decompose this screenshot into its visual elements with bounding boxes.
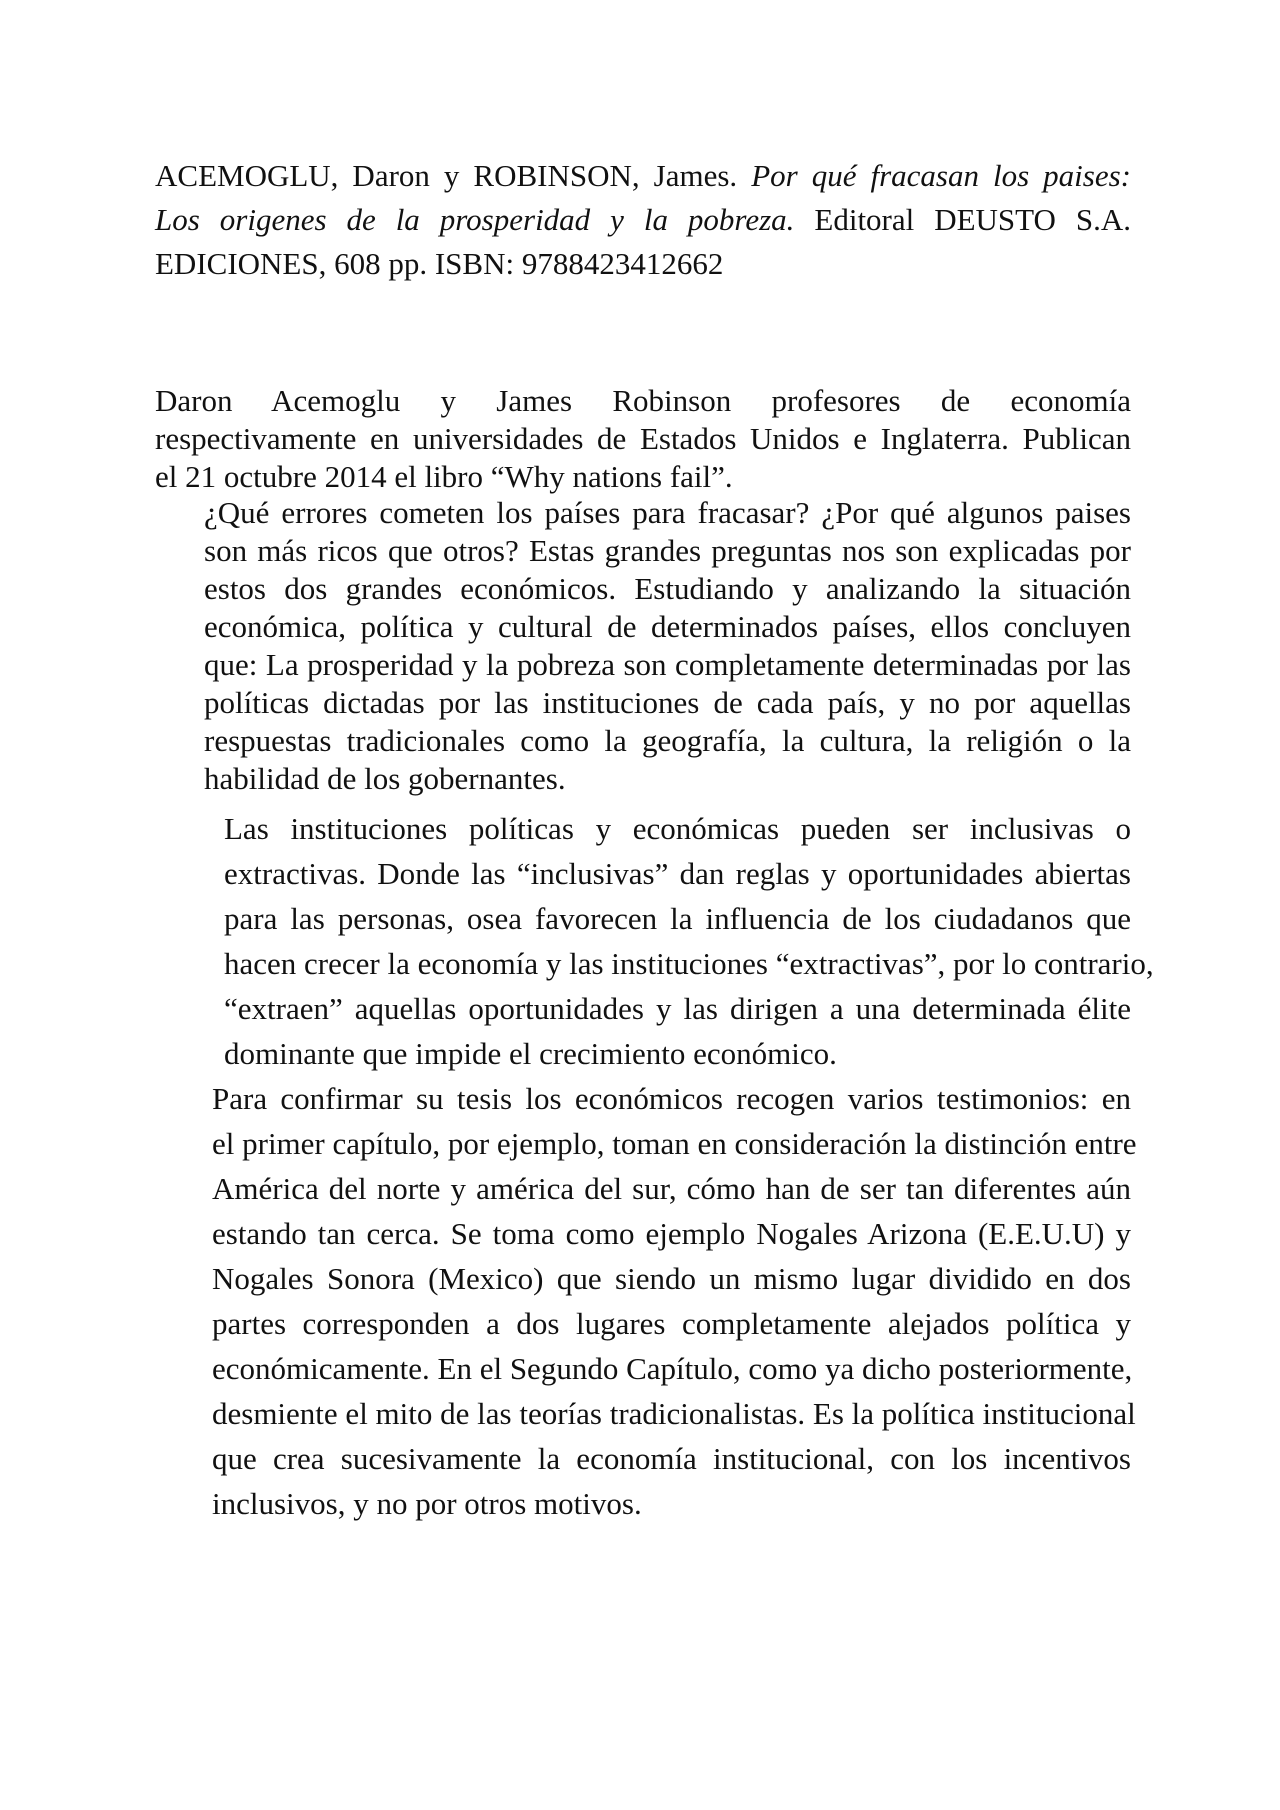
citation-line-2 xyxy=(155,198,1131,242)
paragraph-line: para las personas, osea favorecen la influencia de los ciudadanos que xyxy=(224,901,1131,936)
citation-line-3: EDICIONES, 608 pp. ISBN: 9788423412662 xyxy=(155,246,724,281)
paragraph-line: que: La prosperidad y la pobreza son completamente determinadas por las xyxy=(204,647,1131,682)
paragraph-line: dominante que impide el crecimiento económico. xyxy=(224,1036,837,1071)
paragraph-line: “extraen” aquellas oportunidades y las dirigen a una determinada élite xyxy=(224,991,1131,1026)
paragraph-questions xyxy=(155,494,1131,798)
citation-title-part-2: Los origenes de la prosperidad y la pobreza. xyxy=(155,202,795,237)
paragraph-line: el 21 octubre 2014 el libro “Why nations fail”. xyxy=(155,459,733,494)
citation-authors: ACEMOGLU, Daron y ROBINSON, James. xyxy=(155,158,738,193)
paragraph-line: Para confirmar su tesis los económicos recogen varios testimonios: en xyxy=(212,1081,1131,1116)
citation-title-part-1: Por qué fracasan los paises: xyxy=(751,158,1132,193)
paragraph-line: hacen crecer la economía y las instituciones “extractivas”, por lo contrario, xyxy=(224,946,1154,981)
paragraph-institutions xyxy=(155,806,1154,1076)
paragraph-line: respectivamente en universidades de Estados Unidos e Inglaterra. Publican xyxy=(155,421,1131,456)
paragraph-line: ¿Qué errores cometen los países para fracasar? ¿Por qué algunos paises xyxy=(204,495,1131,530)
citation-block xyxy=(155,154,1131,286)
paragraph-line: Daron Acemoglu y James Robinson profesores de economía xyxy=(155,383,1131,418)
citation-line-1 xyxy=(155,154,1131,198)
paragraph-line: estos dos grandes económicos. Estudiando y analizando la situación xyxy=(204,571,1131,606)
paragraph-line: América del norte y américa del sur, cómo han de ser tan diferentes aún xyxy=(212,1171,1131,1206)
paragraph-line: el primer capítulo, por ejemplo, toman en consideración la distinción entre xyxy=(212,1126,1137,1161)
paragraph-intro xyxy=(155,382,1131,496)
paragraph-line: inclusivos, y no por otros motivos. xyxy=(212,1486,642,1521)
paragraph-line: desmiente el mito de las teorías tradicionalistas. Es la política institucional xyxy=(212,1396,1136,1431)
citation-publisher: Editoral DEUSTO S.A. xyxy=(814,202,1132,237)
paragraph-line: políticas dictadas por las instituciones de cada país, y no por aquellas xyxy=(204,685,1131,720)
paragraph-line: extractivas. Donde las “inclusivas” dan reglas y oportunidades abiertas xyxy=(224,856,1131,891)
paragraph-line: son más ricos que otros? Estas grandes preguntas nos son explicadas por xyxy=(204,533,1131,568)
paragraph-evidence xyxy=(155,1076,1137,1526)
paragraph-line: que crea sucesivamente la economía institucional, con los incentivos xyxy=(212,1441,1131,1476)
paragraph-line: económica, política y cultural de determinados países, ellos concluyen xyxy=(204,609,1131,644)
paragraph-line: Las instituciones políticas y económicas pueden ser inclusivas o xyxy=(224,811,1131,846)
paragraph-line: Nogales Sonora (Mexico) que siendo un mismo lugar dividido en dos xyxy=(212,1261,1131,1296)
paragraph-line: económicamente. En el Segundo Capítulo, como ya dicho posteriormente, xyxy=(212,1351,1133,1386)
paragraph-line: estando tan cerca. Se toma como ejemplo Nogales Arizona (E.E.U.U) y xyxy=(212,1216,1131,1251)
paragraph-line: partes corresponden a dos lugares completamente alejados política y xyxy=(212,1306,1131,1341)
paragraph-line: habilidad de los gobernantes. xyxy=(204,761,566,796)
paragraph-line: respuestas tradicionales como la geografía, la cultura, la religión o la xyxy=(204,723,1131,758)
